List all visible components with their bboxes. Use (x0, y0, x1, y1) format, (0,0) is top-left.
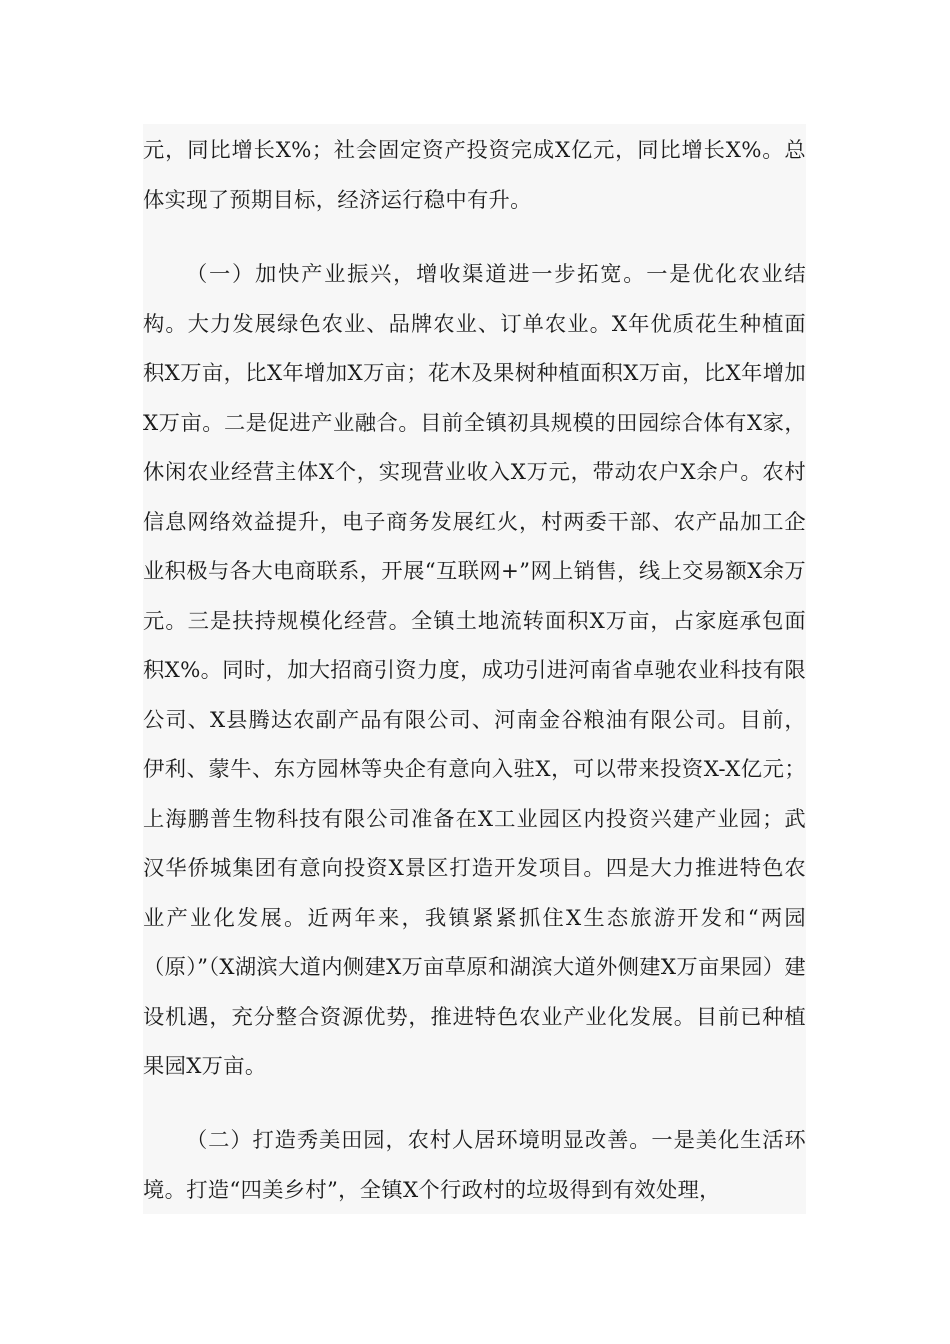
paragraph-economic-summary: 元，同比增长X%；社会固定资产投资完成X亿元，同比增长X%。总体实现了预期目标，经济运行稳中有升。 (143, 138, 806, 213)
paragraph-rural-environment: （二）打造秀美田园，农村人居环境明显改善。一是美化生活环境。打造“四美乡村”，全镇X个行政村的垃圾得到有效处理， (143, 1128, 806, 1203)
document-page (143, 124, 806, 1214)
paragraph-industry-revitalization: （一）加快产业振兴，增收渠道进一步拓宽。一是优化农业结构。大力发展绿色农业、品牌农业、订单农业。X年优质花生种植面积X万亩，比X年增加X万亩；花木及果树种植面积X万亩，比X年增加X万亩。二是促进产业融合。目前全镇初具规模的田园综合体有X家，休闲农业经营主体X个，实现营业收入X万元，带动农户X余户。农村信息网络效益提升，电子商务发展红火，村两委干部、农产品加工企业积极与各大电商联系，开展“互联网+”网上销售，线上交易额X余万元。三是扶持规模化经营。全镇土地流转面积X万亩，占家庭承包面积X%。同时，加大招商引资力度，成功引进河南省卓驰农业科技有限公司、X县腾达农副产品有限公司、河南金谷粮油有限公司。目前，伊利、蒙牛、东方园林等央企有意向入驻X，可以带来投资X-X亿元；上海鹏普生物科技有限公司准备在X工业园区内投资兴建产业园；武汉华侨城集团有意向投资X景区打造开发项目。四是大力推进特色农业产业化发展。近两年来，我镇紧紧抓住X生态旅游开发和“两园（原）”（X湖滨大道内侧建X万亩草原和湖滨大道外侧建X万亩果园）建设机遇，充分整合资源优势，推进特色农业产业化发展。目前已种植果园X万亩。 (143, 262, 806, 1079)
